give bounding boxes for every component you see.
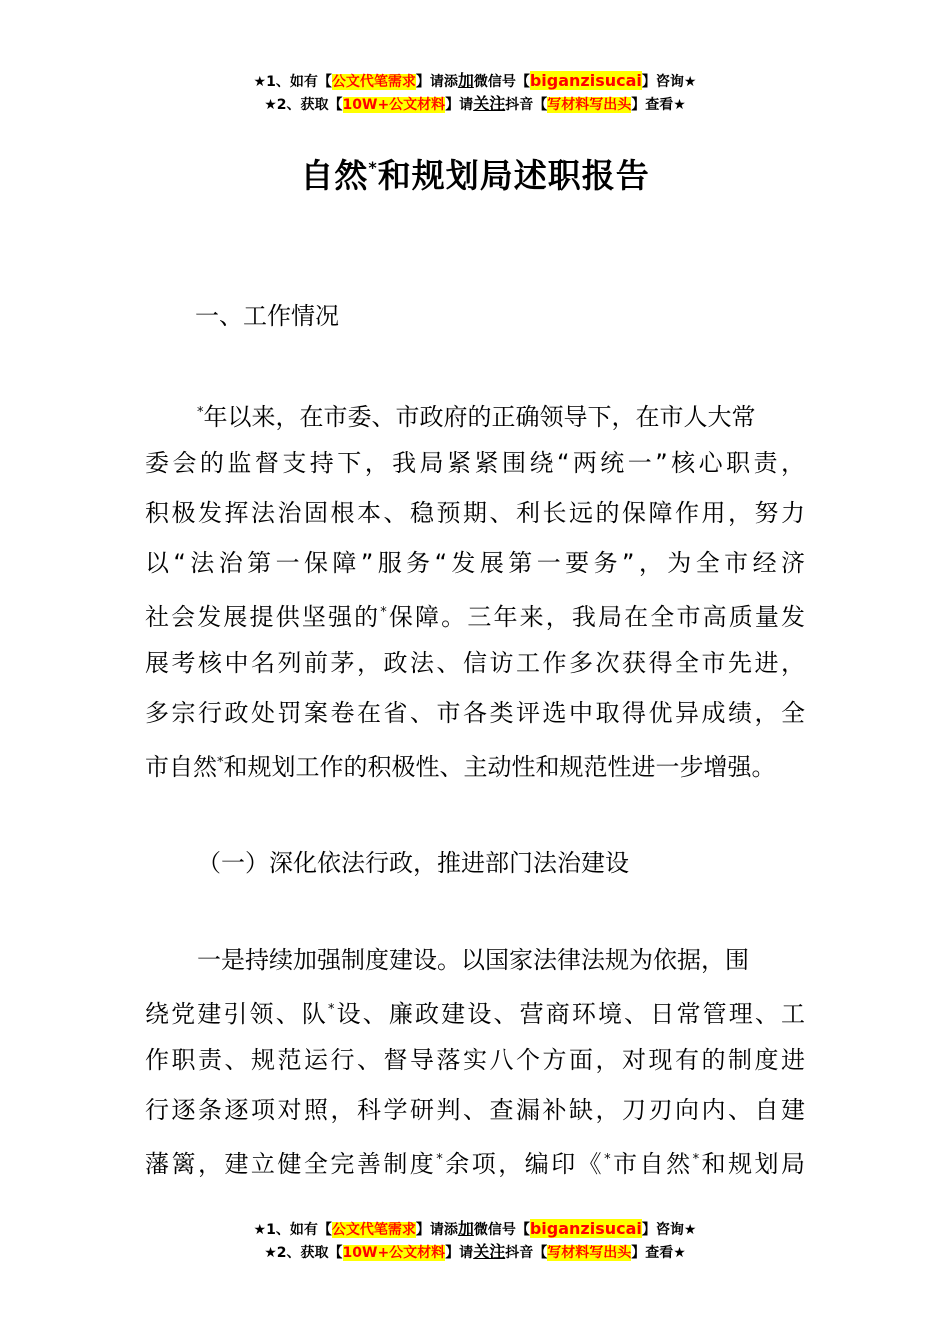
paragraph-line: 多宗行政处罚案卷在省、市各类评选中取得优异成绩，全 [145,699,805,727]
banner-text: 微信号【 [473,74,530,90]
banner-line-2 [0,93,950,116]
banner-text: ★1、如有【 [253,1222,332,1238]
paragraph-institution-building [145,935,805,1185]
banner-text: 抖音【 [505,1245,548,1261]
paragraph-line: 作职责、规范运行、督导落实八个方面，对现有的制度进 [145,1046,805,1074]
subsection-heading: （一）深化依法行政，推进部门法治建设 [197,849,629,877]
paragraph-line: 绕党建引领、队*设、廉政建设、营商环境、日常管理、工 [145,1000,806,1028]
paragraph-line: 积极发挥法治固根本、稳预期、利长远的保障作用，努力 [145,499,805,527]
banner-highlight: 公文代笔需求 [331,1222,416,1238]
banner-highlight: 10W+公文材料 [342,1245,446,1261]
banner-wechat-id: biganzisucai [529,71,642,90]
banner-text: 抖音【 [505,97,548,113]
banner-highlight: 10W+公文材料 [342,97,446,113]
section-heading: 一、工作情况 [195,302,339,330]
paragraph-line: 藩篱，建立健全完善制度*余项，编印《*市自然*和规划局 [145,1150,806,1178]
paragraph-line: *年以来，在市委、市政府的正确领导下，在市人大常 [197,403,756,431]
banner-text: 】请添 [415,1222,458,1238]
document-title: 自然*和规划局述职报告 [300,156,650,195]
paragraph-line: 行逐条逐项对照，科学研判、查漏补缺，刀刃向内、自建 [145,1096,805,1124]
banner-text: ★1、如有【 [253,74,332,90]
banner-text: 加 [457,1219,474,1238]
banner-highlight: 公文代笔需求 [331,74,416,90]
banner-text: 关注 [473,94,506,113]
banner-text: 】查看★ [631,1245,686,1261]
banner-text: 】查看★ [631,97,686,113]
bottom-banner [0,1218,950,1264]
paragraph-work-overview [145,388,805,788]
paragraph-line: 一是持续加强制度建设。以国家法律法规为依据，围 [197,946,749,974]
banner-text: 】请添 [415,74,458,90]
banner-text: ★2、获取【 [264,97,343,113]
top-banner [0,70,950,116]
banner-text: 关注 [473,1242,506,1261]
banner-line-2 [0,1241,950,1264]
paragraph-line: 以“法治第一保障”服务“发展第一要务”，为全市经济 [145,549,805,577]
banner-text: 】咨询★ [641,74,697,90]
paragraph-line: 委会的监督支持下，我局紧紧围绕“两统一”核心职责， [145,449,805,477]
banner-text: 】咨询★ [641,1222,697,1238]
banner-text: 微信号【 [473,1222,530,1238]
banner-text: 加 [457,71,474,90]
paragraph-line: 展考核中名列前茅，政法、信访工作多次获得全市先进， [145,649,805,677]
banner-line-1 [0,1218,950,1241]
banner-line-1 [0,70,950,93]
paragraph-line: 社会发展提供坚强的*保障。三年来，我局在全市高质量发 [145,603,806,631]
banner-wechat-id: biganzisucai [529,1219,642,1238]
banner-text: ★2、获取【 [264,1245,343,1261]
banner-highlight: 写材料写出头 [547,97,632,113]
banner-text: 】请 [445,97,474,113]
paragraph-line: 市自然*和规划工作的积极性、主动性和规范性进一步增强。 [145,753,776,781]
banner-text: 】请 [445,1245,474,1261]
banner-highlight: 写材料写出头 [547,1245,632,1261]
